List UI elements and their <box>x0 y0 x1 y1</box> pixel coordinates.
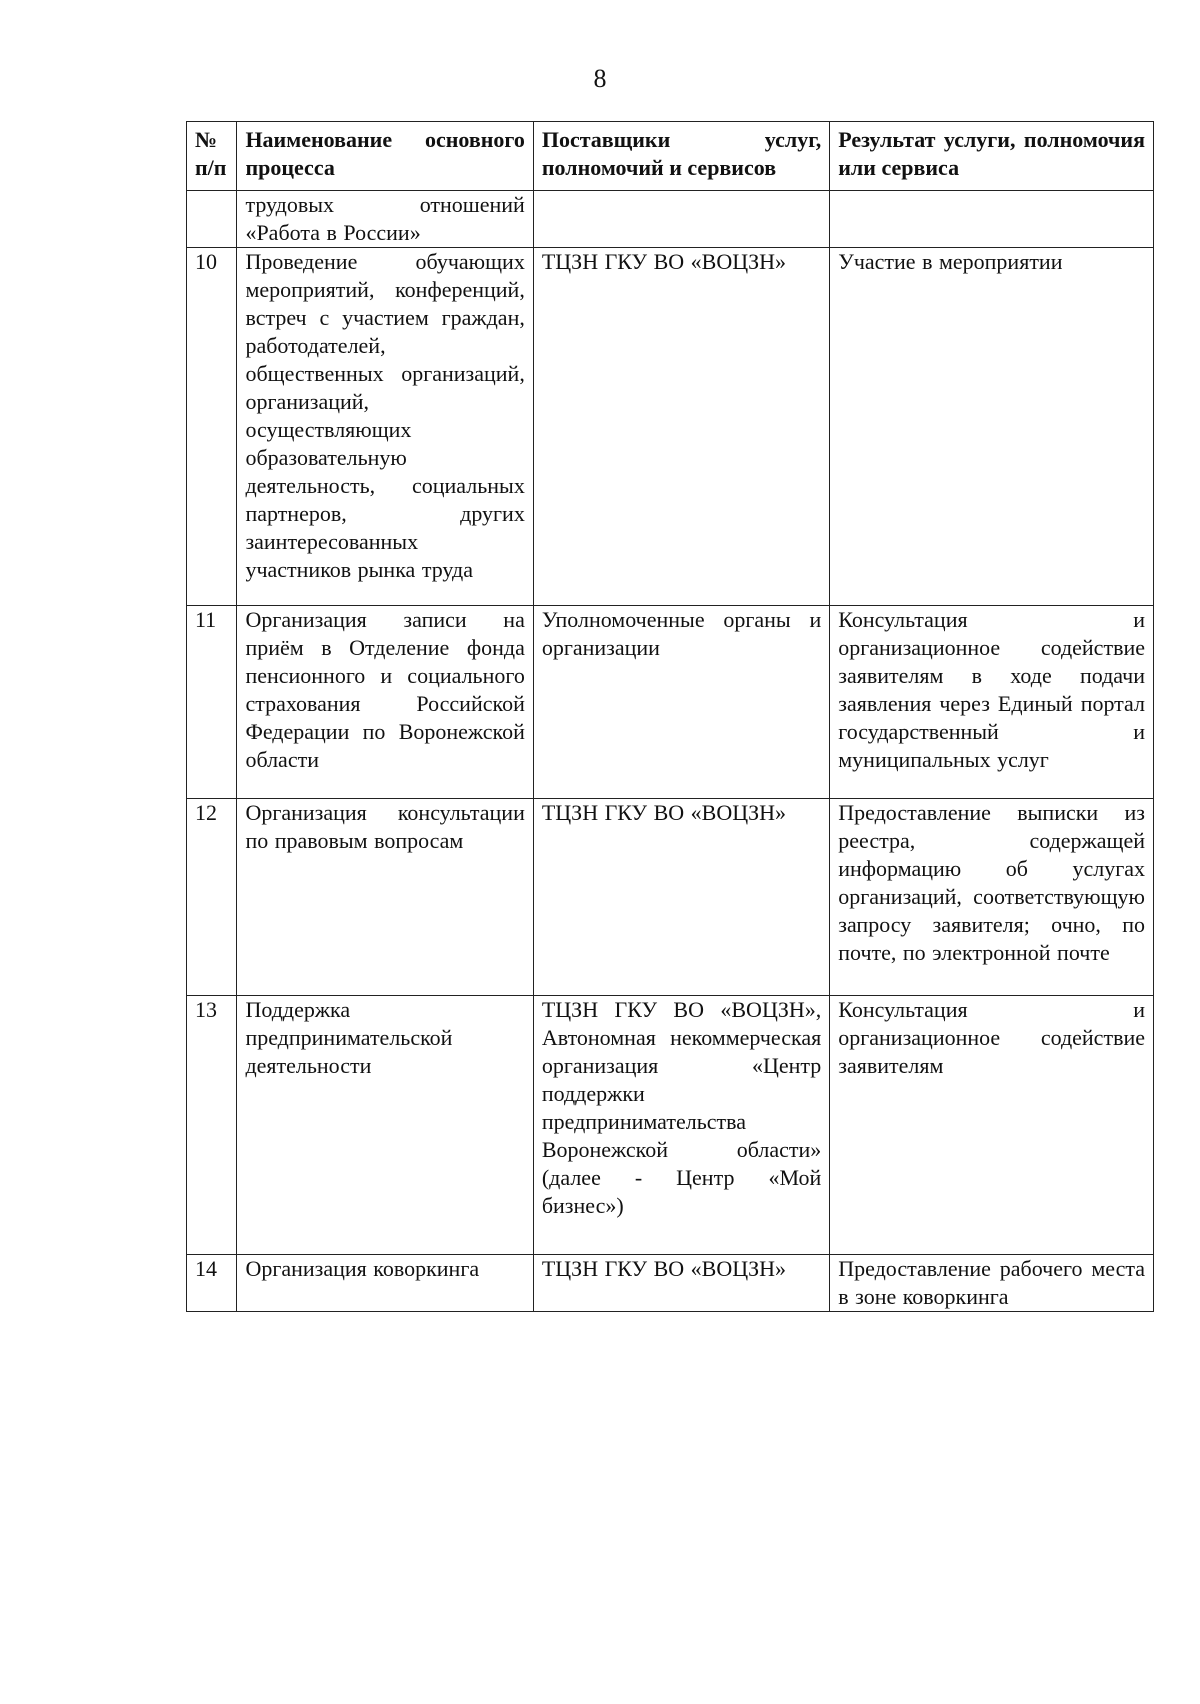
table-row <box>187 606 1154 799</box>
row-num: 10 <box>187 248 237 606</box>
row-process: Проведение обучающих мероприятий, конференций, встреч с участием граждан, работодателей, общественных организаций, организаций, осуществляющих образовательную деятельность, социальных партнеров, других заинтересованных участников рынка труда <box>237 248 533 606</box>
row-providers: ТЦЗН ГКУ ВО «ВОЦЗН», Автономная некоммерческая организация «Центр поддержки предпринимательства Воронежской области» (далее - Центр «Мой бизнес») <box>533 996 829 1255</box>
table-row <box>187 191 1154 248</box>
row-result: Предоставление выписки из реестра, содержащей информацию об услугах организаций, соответствующую запросу заявителя; очно, по почте, по электронной почте <box>830 799 1154 996</box>
row-process: трудовых отношений «Работа в России» <box>237 191 533 248</box>
row-process: Организация записи на приём в Отделение фонда пенсионного и социального страхования Российской Федерации по Воронежской области <box>237 606 533 799</box>
row-result: Участие в мероприятии <box>830 248 1154 606</box>
page-number: 8 <box>593 64 607 93</box>
row-result: Предоставление рабочего места в зоне коворкинга <box>830 1255 1154 1312</box>
table-row <box>187 799 1154 996</box>
row-providers: Уполномоченные органы и организации <box>533 606 829 799</box>
header-result: Результат услуги, полномочия или сервиса <box>830 122 1154 191</box>
table-row <box>187 996 1154 1255</box>
table-row <box>187 248 1154 606</box>
header-num: № п/п <box>187 122 237 191</box>
row-num <box>187 191 237 248</box>
row-result: Консультация и организационное содействие заявителям в ходе подачи заявления через Единый портал государственный и муниципальных услуг <box>830 606 1154 799</box>
table-row <box>187 1255 1154 1312</box>
services-table <box>186 121 1154 1312</box>
row-providers: ТЦЗН ГКУ ВО «ВОЦЗН» <box>533 248 829 606</box>
row-num: 13 <box>187 996 237 1255</box>
table-header-row <box>187 122 1154 191</box>
row-num: 14 <box>187 1255 237 1312</box>
row-result: Консультация и организационное содействие заявителям <box>830 996 1154 1255</box>
row-num: 11 <box>187 606 237 799</box>
row-process: Организация коворкинга <box>237 1255 533 1312</box>
row-process: Поддержка предпринимательской деятельности <box>237 996 533 1255</box>
row-providers <box>533 191 829 248</box>
row-result <box>830 191 1154 248</box>
row-providers: ТЦЗН ГКУ ВО «ВОЦЗН» <box>533 1255 829 1312</box>
header-process: Наименование основного процесса <box>237 122 533 191</box>
row-process: Организация консультации по правовым вопросам <box>237 799 533 996</box>
header-providers: Поставщики услуг, полномочий и сервисов <box>533 122 829 191</box>
row-providers: ТЦЗН ГКУ ВО «ВОЦЗН» <box>533 799 829 996</box>
row-num: 12 <box>187 799 237 996</box>
